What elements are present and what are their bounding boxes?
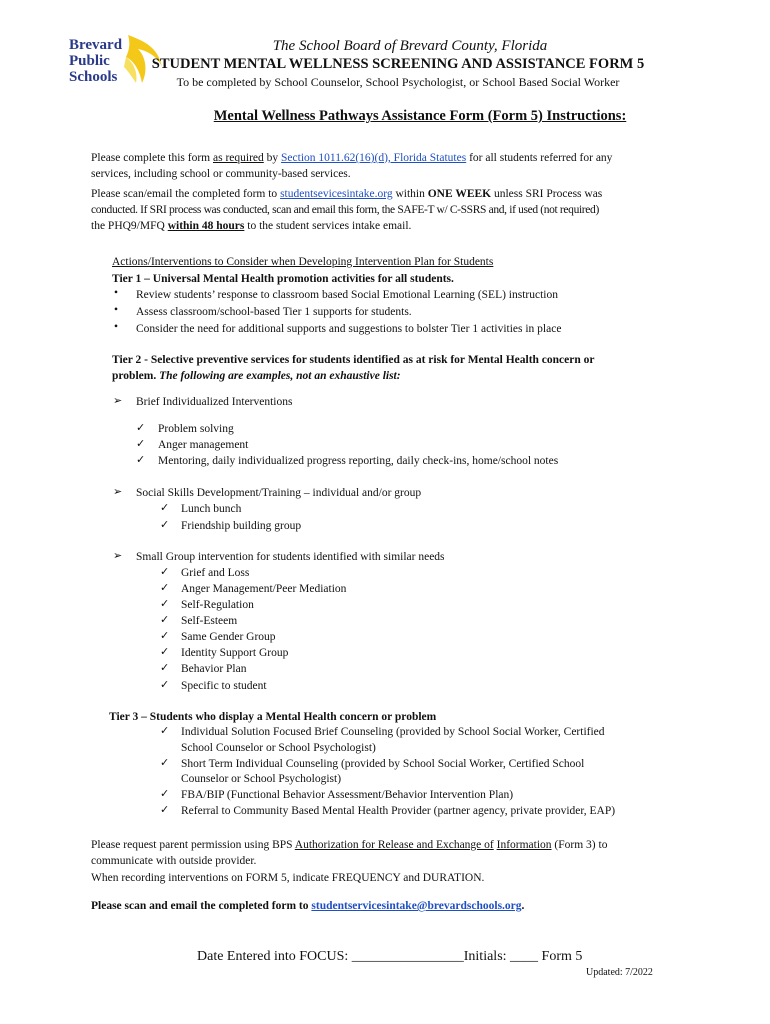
tier3-item: Individual Solution Focused Brief Counseling (provided by School Social Worker, Certified [181,726,605,738]
arrow-bullet-icon: ➢ [113,485,123,498]
tier1-heading: Tier 1 – Universal Mental Health promotion activities for all students. [112,273,454,285]
intro-text: the PHQ9/MFQ [91,220,168,232]
section-title: Mental Wellness Pathways Assistance Form (Form 5) Instructions: [213,108,627,124]
logo-line-3: Schools [69,69,118,85]
intro-text: unless SRI Process was [491,188,603,200]
intro-text: for all students referred for any [466,152,613,164]
checkmark-icon: ✓ [160,629,170,642]
intro-p2-line2: conducted. If SRI process was conducted, scan and email this form, the SAFE-T w/ C-SSRS and, if used (not required) [91,204,599,216]
tier2-note: The following are examples, not an exhaustive list: [159,370,401,382]
checkmark-icon: ✓ [160,787,170,800]
updated-date: Updated: 7/2022 [586,967,653,978]
within-48-hours-text: within 48 hours [167,220,245,232]
checkmark-icon: ✓ [160,597,170,610]
recording-note: When recording interventions on FORM 5, indicate FREQUENCY and DURATION. [91,872,485,884]
checkmark-icon: ✓ [160,678,170,691]
tier2-heading-line2 [112,368,401,384]
tier2-item: Problem solving [158,423,234,435]
information-text: Information [496,839,552,851]
tier2-group-title: Small Group intervention for students identified with similar needs [136,551,445,563]
as-required-text: as required [213,152,264,164]
checkmark-icon: ✓ [136,453,146,466]
statute-link[interactable]: Section 1011.62(16)(d), Florida Statutes [281,152,467,164]
checkmark-icon: ✓ [136,437,146,450]
logo-line-1: Brevard [69,37,123,53]
tier2-item: Mentoring, daily individualized progress reporting, daily check-ins, home/school notes [158,455,559,467]
closing-text: (Form 3) to [551,839,608,851]
intro-p2-line3 [91,218,411,234]
tier2-group-title: Social Skills Development/Training – individual and/or group [136,487,422,499]
checkmark-icon: ✓ [160,645,170,658]
intake-link[interactable]: studentsevicesintake.org [280,188,393,200]
tier3-item: Short Term Individual Counseling (provided by School Social Worker, Certified School [181,758,585,770]
closing-text: Please scan and email the completed form to [91,900,312,912]
closing-text: . [521,900,525,912]
tier3-item: FBA/BIP (Functional Behavior Assessment/Behavior Intervention Plan) [181,789,514,801]
tier2-item: Friendship building group [181,520,302,532]
intro-p2-line1 [91,186,602,202]
tier3-item-cont: Counselor or School Psychologist) [181,773,342,785]
intro-text: to the student services intake email. [244,220,412,232]
checkmark-icon: ✓ [136,421,146,434]
checkmark-icon: ✓ [160,613,170,626]
intro-p1-line1 [91,150,612,166]
bullet-dot-icon: • [114,321,119,333]
tier2-group-title: Brief Individualized Interventions [136,396,293,408]
checkmark-icon: ✓ [160,756,170,769]
form-title: STUDENT MENTAL WELLNESS SCREENING AND ASSISTANCE FORM 5 [151,56,645,72]
permission-line1 [91,837,607,853]
completed-by: To be completed by School Counselor, School Psychologist, or School Based Social Worker [176,75,620,89]
arrow-bullet-icon: ➢ [113,394,123,407]
tier2-item: Behavior Plan [181,663,247,675]
tier2-item: Grief and Loss [181,567,250,579]
tier2-item: Self-Regulation [181,599,254,611]
tier3-item-cont: School Counselor or School Psychologist) [181,742,376,754]
tier3-item: Referral to Community Based Mental Health Provider (partner agency, private provider, EAP) [181,805,616,817]
arrow-bullet-icon: ➢ [113,549,123,562]
focus-entry-line: Date Entered into FOCUS: ________________Initials: ____ Form 5 [197,949,583,964]
checkmark-icon: ✓ [160,803,170,816]
checkmark-icon: ✓ [160,661,170,674]
district-name: The School Board of Brevard County, Florida [272,38,548,54]
intro-text: Please complete this form [91,152,213,164]
logo-line-2: Public [69,53,110,69]
tier2-item: Anger Management/Peer Mediation [181,583,347,595]
intake-email-link[interactable]: studentservicesintake@brevardschools.org [311,900,522,912]
bullet-dot-icon: • [114,304,119,316]
permission-line2: communicate with outside provider. [91,855,257,867]
tier2-item: Same Gender Group [181,631,276,643]
intro-text: within [392,188,428,200]
tier2-item: Self-Esteem [181,615,238,627]
bullet-dot-icon: • [114,287,119,299]
tier2-heading-text: problem. [112,370,160,382]
scan-email-line [91,898,524,914]
checkmark-icon: ✓ [160,724,170,737]
tier1-item: Review students’ response to classroom based Social Emotional Learning (SEL) instruction [136,289,559,301]
closing-text: Please request parent permission using BPS [91,839,295,851]
checkmark-icon: ✓ [160,518,170,531]
tier1-item: Consider the need for additional supports and suggestions to bolster Tier 1 activities in place [136,323,562,335]
checkmark-icon: ✓ [160,501,170,514]
authorization-text: Authorization for Release and Exchange of [294,839,494,851]
one-week-text: ONE WEEK [427,188,492,200]
tier3-heading: Tier 3 – Students who display a Mental Health concern or problem [109,711,437,723]
tier2-item: Identity Support Group [181,647,289,659]
intro-p1-line2: services, including school or community-based services. [91,168,351,180]
tier2-item: Specific to student [181,680,267,692]
intro-text: by [263,152,282,164]
checkmark-icon: ✓ [160,581,170,594]
checkmark-icon: ✓ [160,565,170,578]
tier2-heading: Tier 2 - Selective preventive services for students identified as at risk for Mental Health concern or [112,354,595,366]
intro-text: Please scan/email the completed form to [91,188,281,200]
tier1-item: Assess classroom/school-based Tier 1 supports for students. [136,306,412,318]
tier2-item: Lunch bunch [181,503,242,515]
tier2-item: Anger management [158,439,249,451]
actions-heading: Actions/Interventions to Consider when Developing Intervention Plan for Students [112,256,494,268]
